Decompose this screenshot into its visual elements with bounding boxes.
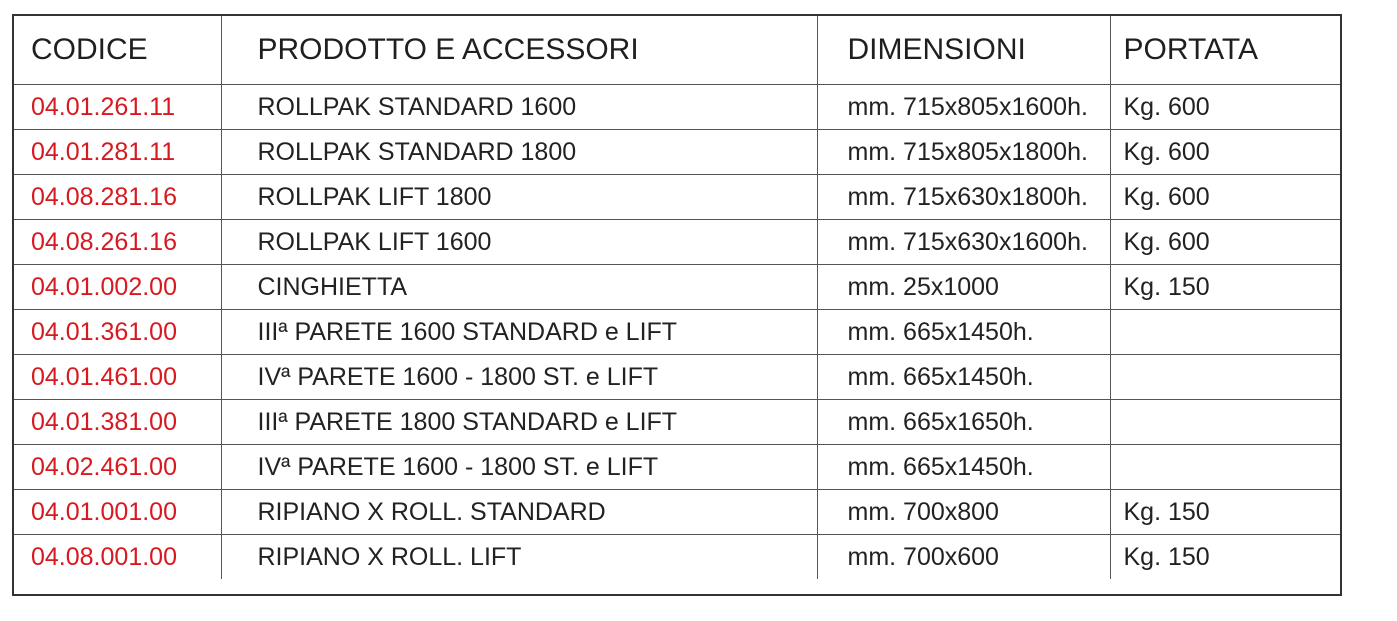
table-row	[14, 355, 1340, 400]
cell-code: 04.02.461.00	[14, 445, 221, 490]
cell-code: 04.01.002.00	[14, 265, 221, 310]
cell-code: 04.08.001.00	[31, 542, 177, 571]
cell-product: IIIª PARETE 1800 STANDARD e LIFT	[221, 400, 817, 445]
cell-dimensions: mm. 700x600	[817, 535, 1110, 580]
cell-code: 04.08.261.16	[14, 220, 221, 265]
header-capacity: PORTATA	[1110, 16, 1340, 85]
cell-capacity	[1110, 355, 1340, 400]
cell-product: ROLLPAK LIFT 1600	[221, 220, 817, 265]
cell-product: RIPIANO X ROLL. STANDARD	[221, 490, 817, 535]
cell-capacity	[1110, 400, 1340, 445]
cell-code: 04.01.461.00	[14, 355, 221, 400]
cell-dimensions: mm. 665x1450h.	[817, 445, 1110, 490]
cell-code: 04.01.381.00	[14, 400, 221, 445]
cell-code: 04.08.281.16	[14, 175, 221, 220]
cell-dimensions: mm. 665x1450h.	[817, 355, 1110, 400]
header-dimensions: DIMENSIONI	[817, 16, 1110, 85]
table-row	[14, 535, 1340, 580]
table-row	[14, 130, 1340, 175]
cell-product: ROLLPAK LIFT 1800	[221, 175, 817, 220]
table-row	[14, 490, 1340, 535]
product-table	[14, 16, 1340, 579]
cell-dimensions: mm. 665x1650h.	[817, 400, 1110, 445]
table-row	[14, 400, 1340, 445]
cell-dimensions: mm. 715x630x1800h.	[817, 175, 1110, 220]
cell-product: IIIª PARETE 1600 STANDARD e LIFT	[221, 310, 817, 355]
cell-capacity: Kg. 600	[1110, 220, 1340, 265]
cell-dimensions: mm. 665x1450h.	[817, 310, 1110, 355]
table-row	[14, 265, 1340, 310]
table-row	[14, 445, 1340, 490]
cell-capacity: Kg. 600	[1110, 130, 1340, 175]
cell-capacity: Kg. 150	[1110, 490, 1340, 535]
product-table-frame	[12, 14, 1342, 596]
header-code: CODICE	[14, 16, 221, 85]
cell-capacity: Kg. 150	[1110, 265, 1340, 310]
cell-capacity	[1110, 445, 1340, 490]
cell-capacity: Kg. 600	[1110, 85, 1340, 130]
cell-code: 04.01.361.00	[14, 310, 221, 355]
cell-dimensions: mm. 715x805x1600h.	[817, 85, 1110, 130]
header-row	[14, 16, 1340, 85]
header-product: PRODOTTO E ACCESSORI	[221, 16, 817, 85]
cell-product: IVª PARETE 1600 - 1800 ST. e LIFT	[221, 445, 817, 490]
cell-product: ROLLPAK STANDARD 1800	[221, 130, 817, 175]
cell-dimensions: mm. 700x800	[817, 490, 1110, 535]
cell-product: RIPIANO X ROLL. LIFT	[221, 535, 817, 580]
table-row	[14, 220, 1340, 265]
cell-capacity: Kg. 150	[1110, 535, 1340, 580]
cell-dimensions: mm. 715x630x1600h.	[817, 220, 1110, 265]
cell-dimensions: mm. 715x805x1800h.	[817, 130, 1110, 175]
cell-capacity	[1110, 310, 1340, 355]
cell-product: IVª PARETE 1600 - 1800 ST. e LIFT	[221, 355, 817, 400]
table-row	[14, 310, 1340, 355]
table-row	[14, 175, 1340, 220]
cell-code: 04.01.261.11	[14, 85, 221, 130]
cell-capacity: Kg. 600	[1110, 175, 1340, 220]
cell-dimensions: mm. 25x1000	[817, 265, 1110, 310]
cell-product: ROLLPAK STANDARD 1600	[221, 85, 817, 130]
cell-code: 04.01.281.11	[14, 130, 221, 175]
cell-code: 04.01.001.00	[14, 490, 221, 535]
table-row	[14, 85, 1340, 130]
cell-product: CINGHIETTA	[221, 265, 817, 310]
